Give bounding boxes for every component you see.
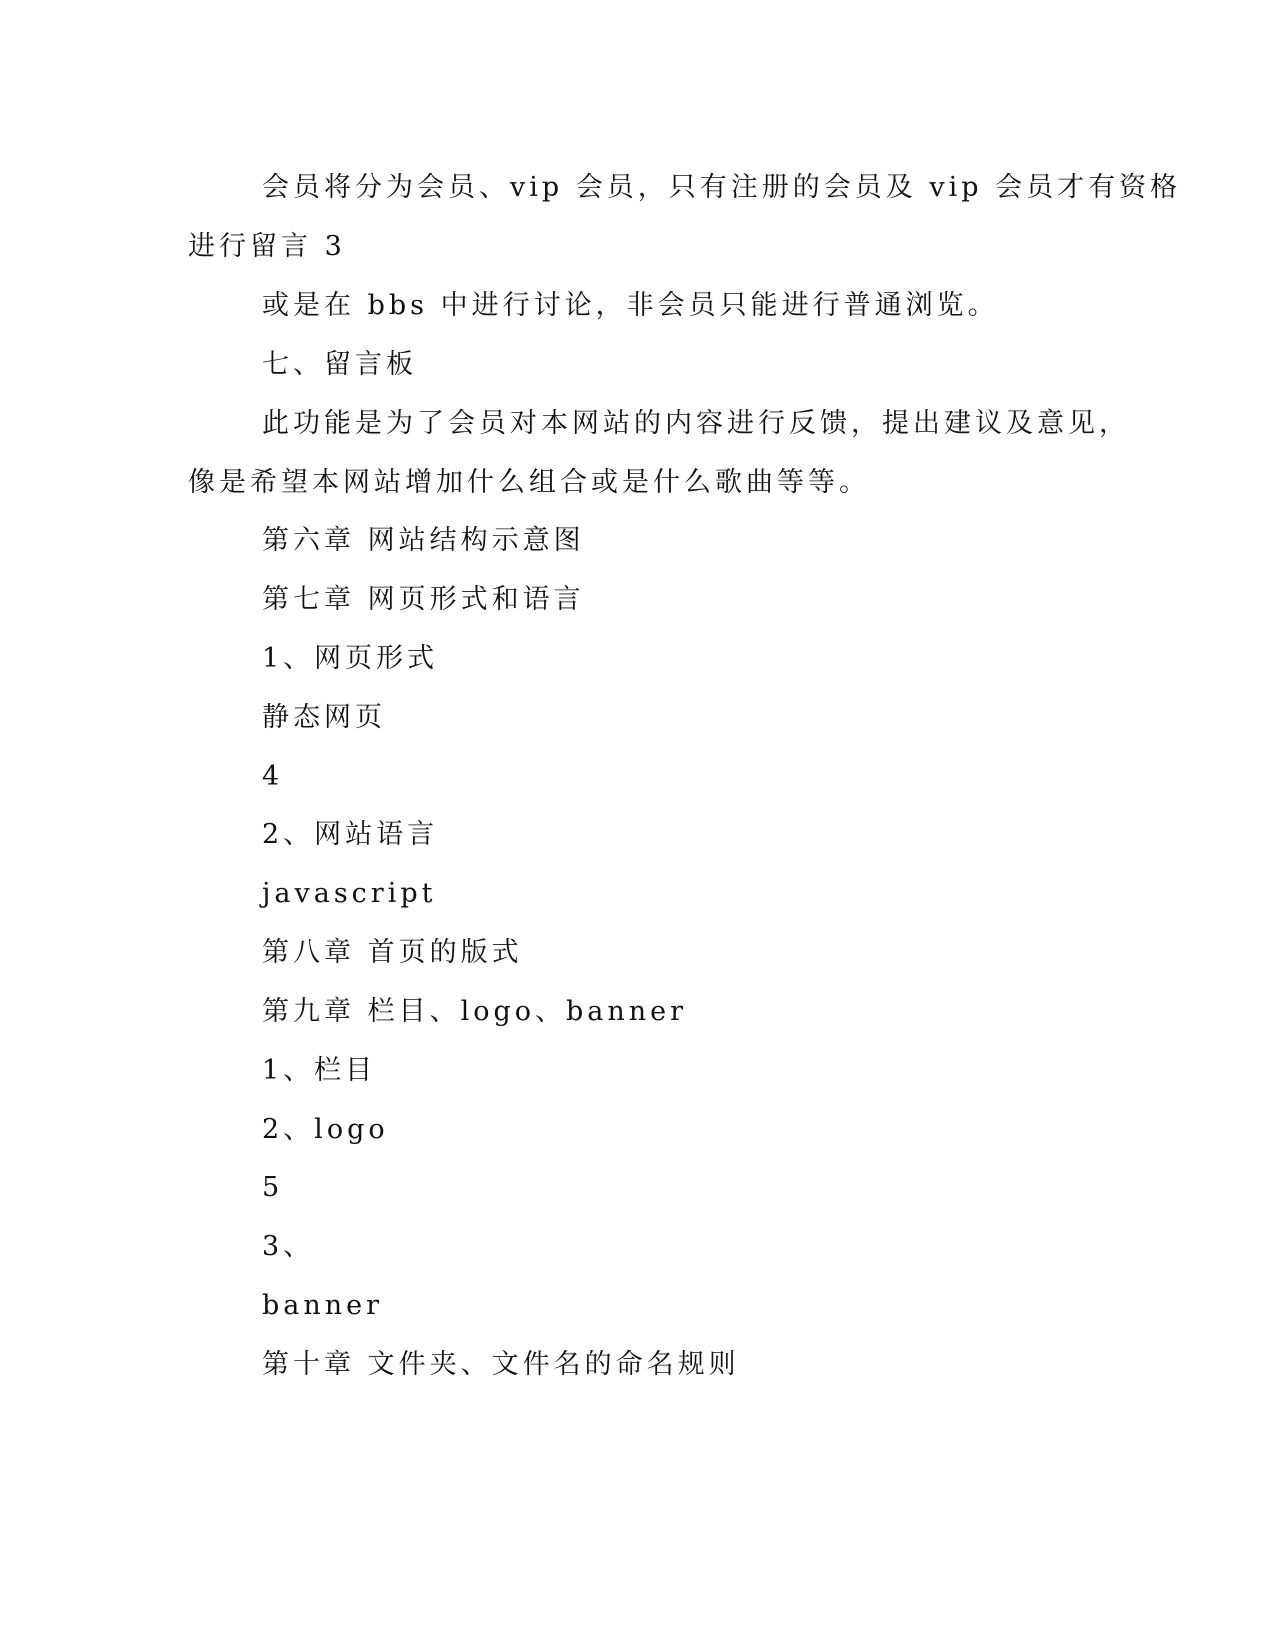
chapter-heading-6: 第六章 网站结构示意图 [262,525,585,556]
subheading-page-form: 1、网页形式 [262,643,439,674]
chapter-heading-10: 第十章 文件夹、文件名的命名规则 [262,1349,740,1380]
chapter-heading-7: 第七章 网页形式和语言 [262,584,585,615]
subheading-logo: 2、logo [262,1114,389,1145]
paragraph-guestbook: 此功能是为了会员对本网站的内容进行反馈，提出建议及意见， [262,408,1130,439]
chapter-heading-8: 第八章 首页的版式 [262,937,523,968]
chapter-heading-9: 第九章 栏目、logo、banner [262,996,688,1027]
paragraph-guestbook-cont: 像是希望本网站增加什么组合或是什么歌曲等等。 [188,467,870,498]
page-number-5: 5 [262,1172,284,1203]
section-heading-guestbook: 七、留言板 [262,349,417,380]
subheading-columns: 1、栏目 [262,1055,377,1086]
page-number-4: 4 [262,761,284,792]
paragraph-bbs: 或是在 bbs 中进行讨论，非会员只能进行普通浏览。 [262,290,999,321]
text-javascript: javascript [262,878,437,909]
paragraph-member-types: 会员将分为会员、vip 会员，只有注册的会员及 vip 会员才有资格 [262,172,1182,203]
paragraph-member-types-cont: 进行留言 3 [188,231,346,262]
text-static-page: 静态网页 [262,702,386,733]
subheading-site-language: 2、网站语言 [262,819,439,850]
text-banner: banner [262,1290,384,1321]
subheading-banner-number: 3、 [262,1231,315,1262]
